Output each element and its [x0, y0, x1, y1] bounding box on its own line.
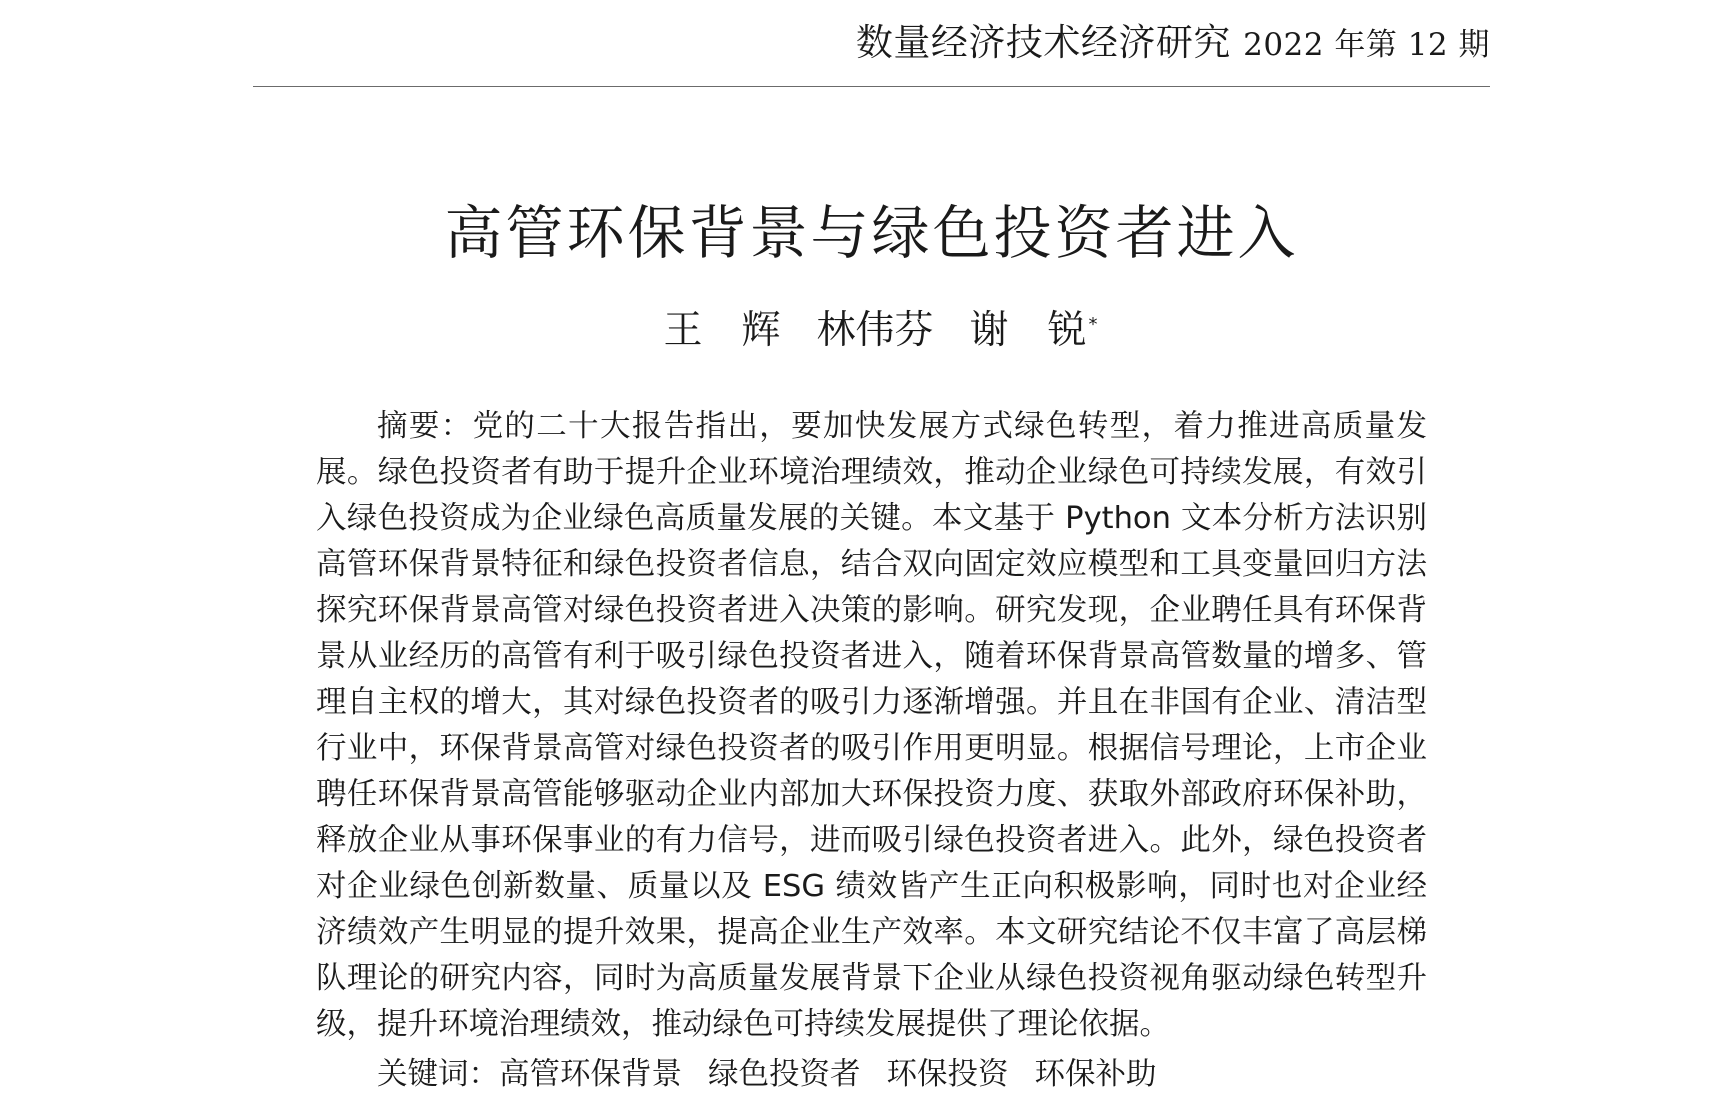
- issue-number: 2022 年第 12 期: [1243, 27, 1490, 63]
- author-name: 王 辉: [663, 308, 781, 353]
- author-name: 谢 锐: [969, 308, 1087, 353]
- author-list: [253, 306, 1490, 356]
- header-rule: [253, 86, 1490, 87]
- keywords-line: [316, 1052, 1427, 1098]
- keyword: 绿色投资者: [708, 1057, 861, 1092]
- keyword: 高管环保背景: [499, 1057, 682, 1092]
- keywords-label: 关键词：: [377, 1057, 499, 1092]
- keyword: 环保补助: [1034, 1057, 1157, 1092]
- author-name: 林伟芬: [816, 308, 934, 353]
- keyword: 环保投资: [886, 1057, 1009, 1092]
- running-head: [253, 20, 1490, 66]
- abstract-paragraph: 摘要：党的二十大报告指出，要加快发展方式绿色转型，着力推进高质量发展。绿色投资者有助于提升企业环境治理绩效，推动企业绿色可持续发展，有效引入绿色投资成为企业绿色高质量发展的关键。本文基于 Python 文本分析方法识别高管环保背景特征和绿色投资者信息，结合双向固定效应模型和工具变量回归方法探究环保背景高管对绿色投资者进入决策的影响。研究发现，企业聘任具有环保背景从业经历的高管有利于吸引绿色投资者进入，随着环保背景高管数量的增多、管理自主权的增大，其对绿色投资者的吸引力逐渐增强。并且在非国有企业、清洁型行业中，环保背景高管对绿色投资者的吸引作用更明显。根据信号理论，上市企业聘任环保背景高管能够驱动企业内部加大环保投资力度、获取外部政府环保补助，释放企业从事环保事业的有力信号，进而吸引绿色投资者进入。此外，绿色投资者对企业绿色创新数量、质量以及 ESG 绩效皆产生正向积极影响，同时也对企业经济绩效产生明显的提升效果，提高企业生产效率。本文研究结论不仅丰富了高层梯队理论的研究内容，同时为高质量发展背景下企业从绿色投资视角驱动绿色转型升级，提升环境治理绩效，推动绿色可持续发展提供了理论依据。: [316, 409, 1427, 1042]
- journal-name: 数量经济技术经济研究: [855, 21, 1231, 64]
- corresponding-author-mark: *: [1088, 314, 1098, 335]
- article-title: 高管环保背景与绿色投资者进入: [444, 199, 1299, 267]
